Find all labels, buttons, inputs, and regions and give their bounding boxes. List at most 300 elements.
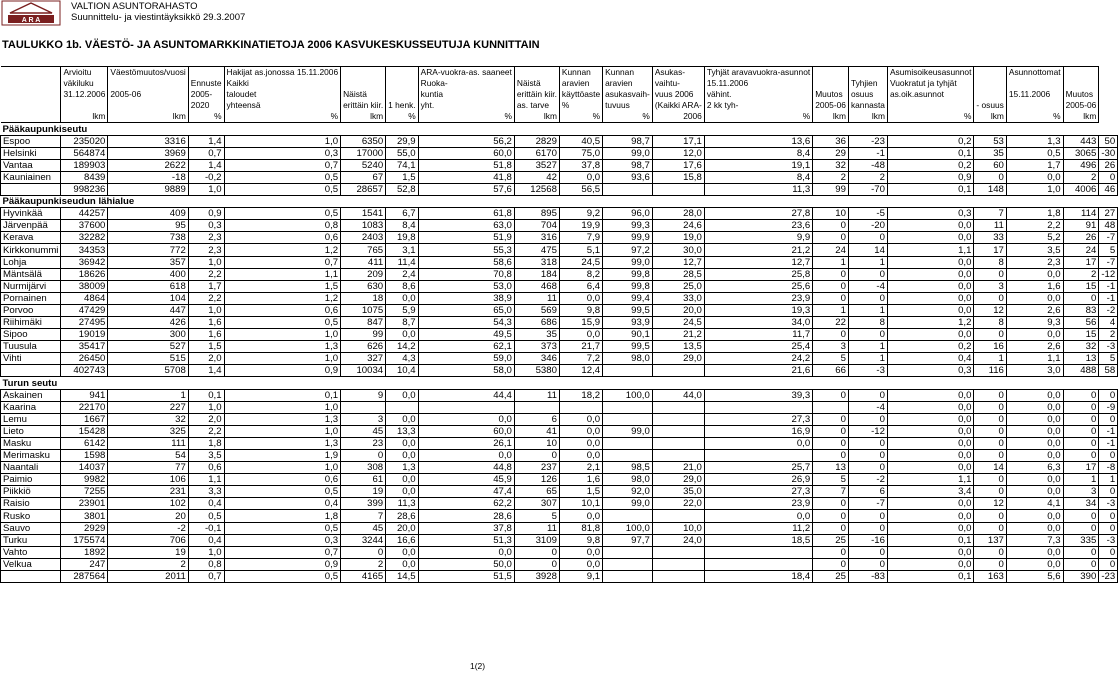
table-cell: 10 [514, 437, 559, 449]
table-cell: 0,5 [224, 171, 341, 183]
table-cell: 2 [1063, 268, 1099, 280]
table-cell: 0,9 [224, 558, 341, 570]
table-cell: -1 [1099, 437, 1118, 449]
table-cell: 26 [1099, 159, 1118, 171]
table-cell: 65 [514, 486, 559, 498]
table-cell: 443 [1063, 135, 1099, 147]
table-cell: 0 [848, 389, 887, 401]
table-cell: 0,7 [188, 147, 224, 159]
table-cell: 0,0 [1006, 292, 1063, 304]
table-cell: -16 [848, 534, 887, 546]
table-cell: 0,0 [386, 474, 418, 486]
municipality-name: Lohja [1, 256, 61, 268]
column-header-cell: 15.11.2006 [704, 78, 812, 89]
table-cell: 0,2 [887, 341, 973, 353]
table-cell: 0 [974, 450, 1006, 462]
table-cell: 0,0 [559, 171, 602, 183]
table-cell: 2829 [514, 135, 559, 147]
table-cell: 0 [1099, 522, 1118, 534]
table-cell: 106 [108, 474, 188, 486]
table-cell: 2,0 [188, 413, 224, 425]
table-cell: 0,0 [887, 450, 973, 462]
table-cell: 3109 [514, 534, 559, 546]
table-cell: 4 [1099, 316, 1118, 328]
table-cell: 92,0 [603, 486, 653, 498]
table-cell: 0,1 [887, 570, 973, 582]
header-spacer [1, 89, 61, 100]
table-cell: 95 [108, 220, 188, 232]
column-header-cell [514, 67, 559, 79]
table-cell: 1,4 [188, 159, 224, 171]
unit-cell: lkm [848, 111, 887, 123]
table-cell: 5380 [514, 365, 559, 377]
column-header-cell [108, 100, 188, 111]
column-header-cell [1063, 78, 1099, 89]
table-cell: 373 [514, 341, 559, 353]
table-cell: 17 [974, 244, 1006, 256]
table-cell: 0,6 [224, 232, 341, 244]
table-cell: -4 [848, 280, 887, 292]
table-cell: 20 [108, 510, 188, 522]
table-cell: 0 [974, 401, 1006, 413]
table-cell: 2 [1063, 171, 1099, 183]
table-cell: 0,6 [188, 462, 224, 474]
table-cell: 0 [813, 232, 849, 244]
table-cell: 1,8 [188, 437, 224, 449]
table-cell: 704 [514, 220, 559, 232]
page-number: 1(2) [470, 661, 486, 671]
table-cell: 24,2 [704, 353, 812, 365]
table-cell: 7255 [61, 486, 108, 498]
section-header-row [1, 196, 1118, 208]
table-cell: 99,0 [603, 425, 653, 437]
table-row [1, 462, 1118, 474]
table-cell: 0 [1099, 413, 1118, 425]
municipality-name: Hyvinkää [1, 208, 61, 220]
table-cell: 11,3 [386, 498, 418, 510]
table-cell: 0,0 [1006, 510, 1063, 522]
table-cell: 102 [108, 498, 188, 510]
header-spacer [1, 100, 61, 111]
table-cell [603, 558, 653, 570]
table-cell: 3 [813, 341, 849, 353]
table-cell: 23 [341, 437, 386, 449]
table-cell: 0,0 [559, 546, 602, 558]
table-row [1, 304, 1118, 316]
table-cell: 42 [514, 171, 559, 183]
table-cell: 126 [514, 474, 559, 486]
table-cell: 50 [1099, 135, 1118, 147]
table-cell: 12,7 [652, 256, 704, 268]
table-cell: 99,4 [603, 292, 653, 304]
column-header-cell: 2005- [188, 89, 224, 100]
table-cell: 5,6 [1006, 570, 1063, 582]
table-cell: 4,3 [386, 353, 418, 365]
table-cell: 0 [1063, 437, 1099, 449]
table-row [1, 171, 1118, 183]
table-cell: 2,3 [1006, 256, 1063, 268]
table-cell: 0 [1063, 510, 1099, 522]
table-cell: 0 [848, 292, 887, 304]
column-header-cell [386, 89, 418, 100]
column-header-cell: vuus 2006 [652, 89, 704, 100]
column-header-cell [386, 78, 418, 89]
table-cell: 41,8 [418, 171, 514, 183]
table-cell: 5,2 [1006, 232, 1063, 244]
column-header-cell [341, 67, 386, 79]
table-cell: 28,5 [652, 268, 704, 280]
table-cell: 12,7 [704, 256, 812, 268]
table-cell: 19019 [61, 329, 108, 341]
table-cell: 1,1 [1006, 353, 1063, 365]
table-cell: 3527 [514, 159, 559, 171]
table-cell [652, 425, 704, 437]
municipality-name: Espoo [1, 135, 61, 147]
column-header-cell: Asukas- [652, 67, 704, 79]
municipality-name: Vantaa [1, 159, 61, 171]
table-cell: 0 [514, 546, 559, 558]
table-cell: 0 [974, 425, 1006, 437]
table-cell: 32 [108, 413, 188, 425]
table-cell [559, 401, 602, 413]
table-row [1, 510, 1118, 522]
table-cell: -1 [1099, 425, 1118, 437]
table-cell: 0,5 [224, 570, 341, 582]
table-cell: 0,0 [887, 256, 973, 268]
table-cell [341, 401, 386, 413]
table-cell: 21,2 [704, 244, 812, 256]
municipality-name: Kaarina [1, 401, 61, 413]
table-cell: 0,0 [386, 437, 418, 449]
table-row [1, 401, 1118, 413]
table-cell: 91 [1063, 220, 1099, 232]
table-cell: 0,0 [1006, 522, 1063, 534]
table-cell: -5 [848, 208, 887, 220]
table-cell: 99 [813, 183, 849, 195]
table-cell: -18 [108, 171, 188, 183]
table-cell: 0 [1063, 546, 1099, 558]
municipality-name: Raisio [1, 498, 61, 510]
unit-cell: % [418, 111, 514, 123]
table-cell: 51,9 [418, 232, 514, 244]
table-cell: 47429 [61, 304, 108, 316]
municipality-name: Riihimäki [1, 316, 61, 328]
table-cell: 0 [1063, 389, 1099, 401]
table-cell: 618 [108, 280, 188, 292]
table-cell: 1541 [341, 208, 386, 220]
table-cell: 14 [848, 244, 887, 256]
table-cell: 0 [813, 268, 849, 280]
table-cell: 35 [514, 329, 559, 341]
table-row [1, 135, 1118, 147]
municipality-name: Lieto [1, 425, 61, 437]
table-cell: 44257 [61, 208, 108, 220]
table-cell: 44,0 [652, 389, 704, 401]
table-cell: 11,4 [386, 256, 418, 268]
table-cell: 6170 [514, 147, 559, 159]
table-cell: 0,0 [1006, 401, 1063, 413]
table-cell: 99,8 [603, 280, 653, 292]
table-cell: 104 [108, 292, 188, 304]
table-cell: 3,5 [1006, 244, 1063, 256]
table-cell: 5,1 [559, 244, 602, 256]
table-cell: 0,8 [188, 558, 224, 570]
table-cell: 28,6 [386, 510, 418, 522]
table-cell: 98,0 [603, 353, 653, 365]
table-cell [603, 401, 653, 413]
table-cell: 5 [514, 510, 559, 522]
table-row [1, 486, 1118, 498]
table-cell: 98,5 [603, 462, 653, 474]
municipality-name: Askainen [1, 389, 61, 401]
table-cell: 41 [514, 425, 559, 437]
table-cell: 0,0 [704, 510, 812, 522]
municipality-name [1, 570, 61, 582]
municipality-name: Piikkiö [1, 486, 61, 498]
column-header-cell [188, 67, 224, 79]
table-cell: 9 [341, 389, 386, 401]
table-cell: 9,3 [1006, 316, 1063, 328]
table-cell: 5 [1099, 353, 1118, 365]
table-cell [603, 183, 653, 195]
table-cell: 0,0 [887, 401, 973, 413]
table-cell: 19,8 [386, 232, 418, 244]
table-cell: -4 [848, 401, 887, 413]
table-cell: 2 [108, 558, 188, 570]
table-cell: 0,0 [1006, 486, 1063, 498]
table-cell: 13,5 [652, 341, 704, 353]
table-cell: 0,0 [887, 232, 973, 244]
table-cell: 0,0 [386, 389, 418, 401]
table-cell: 0 [813, 450, 849, 462]
table-cell: 99,0 [603, 498, 653, 510]
header-row [1, 67, 1118, 79]
table-cell: 3244 [341, 534, 386, 546]
table-cell: 17,6 [652, 159, 704, 171]
municipality-name [1, 365, 61, 377]
table-cell: 1,0 [188, 304, 224, 316]
table-cell: 48 [1099, 220, 1118, 232]
column-header-cell: yhteensä [224, 100, 341, 111]
table-cell: 2 [1099, 329, 1118, 341]
column-header-cell: Ruoka- [418, 78, 514, 89]
table-cell: 247 [61, 558, 108, 570]
municipality-name: Järvenpää [1, 220, 61, 232]
table-row [1, 208, 1118, 220]
table-cell: 0 [848, 413, 887, 425]
unit-cell: 2006 [652, 111, 704, 123]
table-cell: 0 [1099, 558, 1118, 570]
column-header-cell: 2005-06 [1063, 100, 1099, 111]
table-cell: 1667 [61, 413, 108, 425]
table-cell: 0 [813, 292, 849, 304]
table-cell: 100,0 [603, 522, 653, 534]
table-cell: 0,0 [386, 413, 418, 425]
column-header-cell: 2 kk tyh- [704, 100, 812, 111]
column-header-cell: (Kaikki ARA- [652, 100, 704, 111]
table-cell: 0 [974, 510, 1006, 522]
table-cell: 3065 [1063, 147, 1099, 159]
unit-cell: lkm [974, 111, 1006, 123]
table-cell: 148 [974, 183, 1006, 195]
table-cell: 24,5 [652, 316, 704, 328]
column-header-cell: asukasvaih- [603, 89, 653, 100]
table-cell: 5,9 [386, 304, 418, 316]
table-cell: 0,0 [887, 268, 973, 280]
table-cell: 22 [813, 316, 849, 328]
table-cell: 163 [974, 570, 1006, 582]
table-cell: 44,4 [418, 389, 514, 401]
table-cell [652, 437, 704, 449]
table-cell: 83 [1063, 304, 1099, 316]
table-cell: 0 [1099, 450, 1118, 462]
table-cell: 45 [341, 425, 386, 437]
table-cell: 0 [1063, 558, 1099, 570]
table-cell: 0,0 [559, 510, 602, 522]
column-header-cell: taloudet [224, 89, 341, 100]
table-cell [813, 401, 849, 413]
table-cell: 33 [974, 232, 1006, 244]
table-cell: 19,1 [704, 159, 812, 171]
table-cell: 0,3 [887, 208, 973, 220]
table-cell: 8 [848, 316, 887, 328]
table-cell: 738 [108, 232, 188, 244]
table-cell: 0,7 [224, 546, 341, 558]
table-cell: 16 [974, 341, 1006, 353]
table-cell: 8,4 [704, 171, 812, 183]
section-header-row [1, 377, 1118, 389]
column-header-cell: Tyhjät aravavuokra-asunnot [704, 67, 812, 79]
column-header-cell: % [559, 100, 602, 111]
table-cell: 15,9 [559, 316, 602, 328]
table-cell: 19,3 [704, 304, 812, 316]
table-cell: 61 [341, 474, 386, 486]
table-cell: 0 [1063, 401, 1099, 413]
table-cell: 0 [813, 329, 849, 341]
table-cell: 28,6 [418, 510, 514, 522]
table-row [1, 232, 1118, 244]
column-header-cell: Muutos [813, 89, 849, 100]
table-cell: 847 [341, 316, 386, 328]
table-cell: 3 [341, 413, 386, 425]
table-cell: 114 [1063, 208, 1099, 220]
column-header-cell: Vuokratut ja tyhjät [887, 78, 973, 89]
table-cell: 60 [974, 159, 1006, 171]
table-cell: 58,6 [418, 256, 514, 268]
table-cell: 23901 [61, 498, 108, 510]
column-header-cell: 31.12.2006 [61, 89, 108, 100]
column-header-cell: Kaikki [224, 78, 341, 89]
table-cell: 0,1 [188, 389, 224, 401]
table-cell: 36942 [61, 256, 108, 268]
table-cell: 7,3 [1006, 534, 1063, 546]
table-cell [603, 413, 653, 425]
column-header-cell: Hakijat as.jonossa 15.11.2006 [224, 67, 341, 79]
table-cell: 5 [813, 474, 849, 486]
table-cell: 1,2 [887, 316, 973, 328]
table-cell: 0 [974, 486, 1006, 498]
table-cell: 426 [108, 316, 188, 328]
table-row [1, 450, 1118, 462]
table-row [1, 329, 1118, 341]
table-cell: 15 [1063, 329, 1099, 341]
table-cell [704, 558, 812, 570]
table-cell: 11 [974, 220, 1006, 232]
table-cell: 316 [514, 232, 559, 244]
table-cell: 18,4 [704, 570, 812, 582]
table-cell: 0,0 [887, 425, 973, 437]
municipality-name: Nurmijärvi [1, 280, 61, 292]
column-header-cell [974, 67, 1006, 79]
unit-cell: % [1006, 111, 1063, 123]
table-cell: 25,7 [704, 462, 812, 474]
table-cell: 1,7 [188, 280, 224, 292]
table-cell: 1,6 [188, 316, 224, 328]
table-cell: 58 [1099, 365, 1118, 377]
table-cell: 0,0 [887, 292, 973, 304]
table-cell: 21,7 [559, 341, 602, 353]
table-cell: 3 [1063, 486, 1099, 498]
table-cell: 0,8 [224, 220, 341, 232]
table-cell: 235020 [61, 135, 108, 147]
table-cell: 1,2 [224, 292, 341, 304]
column-header-cell: tuvuus [603, 100, 653, 111]
table-cell: 765 [341, 244, 386, 256]
column-header-cell: käyttöaste [559, 89, 602, 100]
table-cell: 24,0 [652, 534, 704, 546]
section-label: Turun seutu [2, 377, 58, 389]
table-cell: 9982 [61, 474, 108, 486]
table-cell: 8,6 [386, 280, 418, 292]
table-cell: 34 [1063, 498, 1099, 510]
table-cell: 209 [341, 268, 386, 280]
table-cell: 6142 [61, 437, 108, 449]
table-cell: 0,0 [1006, 413, 1063, 425]
column-header-cell: Väestömuutos/vuosi [108, 67, 188, 79]
table-cell: 1 [813, 304, 849, 316]
table-cell: -0,2 [188, 171, 224, 183]
municipality-name: Turku [1, 534, 61, 546]
table-cell: 411 [341, 256, 386, 268]
municipality-name: Kerava [1, 232, 61, 244]
table-cell: 99 [341, 329, 386, 341]
table-cell: 2,6 [1006, 341, 1063, 353]
column-header-cell: 2020 [188, 100, 224, 111]
table-cell: 12,4 [559, 365, 602, 377]
table-cell: 12 [974, 498, 1006, 510]
unit-cell: lkm [813, 111, 849, 123]
municipality-name: Vihti [1, 353, 61, 365]
column-header-cell: kannasta [848, 100, 887, 111]
table-cell: 5240 [341, 159, 386, 171]
municipality-name: Porvoo [1, 304, 61, 316]
table-cell: 1,0 [224, 401, 341, 413]
table-cell: 1,1 [887, 244, 973, 256]
column-header-cell: as. tarve [514, 100, 559, 111]
table-cell [704, 450, 812, 462]
table-cell: 97,7 [603, 534, 653, 546]
table-cell [603, 510, 653, 522]
table-cell: 0 [848, 232, 887, 244]
table-cell: 0,3 [224, 147, 341, 159]
table-cell: 3928 [514, 570, 559, 582]
table-cell: 0,0 [1006, 329, 1063, 341]
table-cell: 2622 [108, 159, 188, 171]
table-cell: 10 [813, 208, 849, 220]
table-cell: 99,0 [603, 147, 653, 159]
table-cell: 9,2 [559, 208, 602, 220]
table-cell: 0 [813, 425, 849, 437]
